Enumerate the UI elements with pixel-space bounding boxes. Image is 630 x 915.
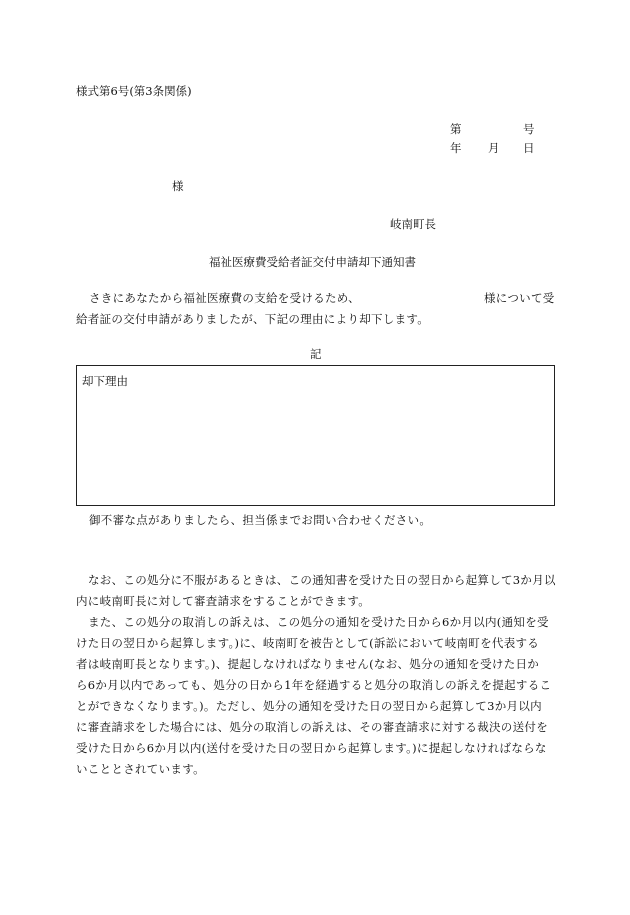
- reason-box: [76, 365, 555, 506]
- notice-line: 内に岐南町長に対して審査請求をすることができます。: [76, 594, 371, 608]
- body-line-1a: さきにあなたから福祉医療費の支給を受けるため、: [89, 291, 360, 305]
- date-month: 月: [488, 141, 500, 155]
- notice-line: ら6か月以内であっても、処分の日から1年を経過すると処分の取消しの訴えを提起するこ: [76, 678, 552, 692]
- body-line-2: 給者証の交付申請がありましたが、下記の理由により却下します。: [76, 312, 430, 326]
- document-title: 福祉医療費受給者証交付申請却下通知書: [209, 255, 416, 269]
- notice-paragraph-1: [76, 570, 561, 612]
- ki-heading: 記: [310, 347, 322, 361]
- notice-line: また、この処分の取消しの訴えは、この処分の通知を受けた日から6か月以内(通知を受: [88, 615, 549, 629]
- date-year: 年: [450, 141, 462, 155]
- body-line-1b: 様について受: [484, 291, 555, 305]
- issuer: 岐南町長: [390, 217, 436, 231]
- form-number: 様式第6号(第3条関係): [76, 84, 192, 98]
- notice-line: いこととされています。: [76, 762, 205, 776]
- inquiry-text: 御不審な点がありましたら、担当係までお問い合わせください。: [89, 513, 432, 527]
- doc-number-dai: 第: [450, 122, 462, 136]
- notice-line: に審査請求をした場合には、処分の取消しの訴えは、その審査請求に対する裁決の送付を: [76, 720, 548, 734]
- notice-paragraph-2: [76, 612, 561, 780]
- reason-label: 却下理由: [82, 374, 128, 388]
- notice-line: とができなくなります。)。ただし、処分の通知を受けた日の翌日から起算して3か月以内: [76, 699, 542, 713]
- notice-line: なお、この処分に不服があるときは、この通知書を受けた日の翌日から起算して3か月以: [88, 573, 556, 587]
- doc-number-gou: 号: [523, 122, 535, 136]
- notice-line: けた日の翌日から起算します。)に、岐南町を被告として(訴訟において岐南町を代表する: [76, 636, 540, 650]
- date-day: 日: [523, 141, 535, 155]
- notice-line: 受けた日から6か月以内(送付を受けた日の翌日から起算します。)に提起しなければならな: [76, 741, 547, 755]
- addressee-suffix: 様: [172, 179, 184, 193]
- notice-line: 者は岐南町長となります。)、提起しなければなりません(なお、処分の通知を受けた日か: [76, 657, 540, 671]
